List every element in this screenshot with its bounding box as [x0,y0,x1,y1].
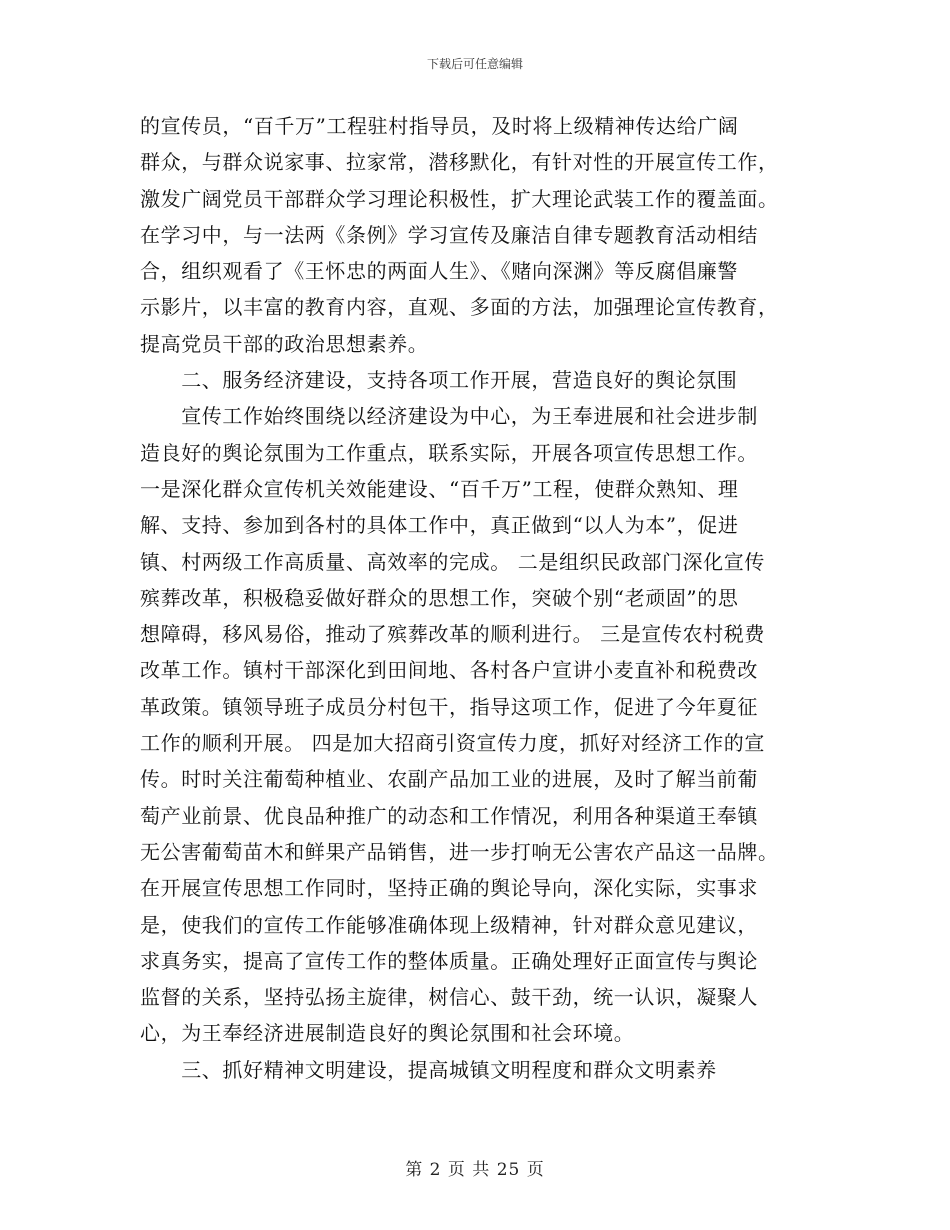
text-line: 镇、村两级工作高质量、高效率的完成。 二是组织民政部门深化宣传 [140,549,765,574]
section-heading: 二、服务经济建设，支持各项工作开展，营造良好的舆论氛围 [140,368,738,393]
text-line: 激发广阔党员干部群众学习理论积极性，扩大理论武装工作的覆盖面。 [140,186,779,211]
text-line: 心，为王奉经济进展制造良好的舆论氛围和社会环境。 [140,1021,635,1046]
text-line: 的宣传员，“百千万”工程驻村指导员，及时将上级精神传达给广阔 [140,114,739,138]
text-line: 提高党员干部的政治思想素养。 [140,331,429,356]
text-line: 群众，与群众说家事、拉家常，潜移默化，有针对性的开展宣传工作， [140,150,779,175]
text-line: 一是深化群众宣传机关效能建设、“百千万”工程，使群众熟知、理 [140,476,739,501]
text-line: 示影片，以丰富的教育内容，直观、多面的方法，加强理论宣传教育， [140,295,779,320]
document-body [140,108,810,1088]
text-line: 萄产业前景、优良品种推广的动态和工作情况，利用各种渠道王奉镇 [140,803,758,828]
text-line: 合，组织观看了《王怀忠的两面人生》、《赌向深渊》等反腐倡廉警 [140,259,738,284]
section-heading: 三、抓好精神文明建设，提高城镇文明程度和群众文明素养 [140,1057,717,1082]
text-line: 造良好的舆论氛围为工作重点，联系实际，开展各项宣传思想工作。 [140,440,758,465]
text-line: 在开展宣传思想工作同时，坚持正确的舆论导向，深化实际，实事求 [140,876,758,901]
text-line: 传。时时关注葡萄种植业、农副产品加工业的进展，及时了解当前葡 [140,767,758,792]
text-line: 解、支持、参加到各村的具体工作中，真正做到“以人为本”，促进 [140,513,739,538]
text-line: 宣传工作始终围绕以经济建设为中心，为王奉进展和社会进步制 [140,404,758,429]
text-line: 改革工作。镇村干部深化到田间地、各村各户宣讲小麦直补和税费改 [140,658,758,683]
text-line: 在学习中，与一法两《条例》学习宣传及廉洁自律专题教育活动相结 [140,222,758,247]
text-line: 殡葬改革，积极稳妥做好群众的思想工作，突破个别“老顽固”的思 [140,585,739,610]
text-line: 想障碍，移风易俗，推动了殡葬改革的顺利进行。 三是宣传农村税费 [140,622,765,647]
page-header-note: 下载后可任意编辑 [426,57,523,71]
page-number: 第 2 页 共 25 页 [405,1160,545,1180]
text-line: 是，使我们的宣传工作能够准确体现上级精神，针对群众意见建议， [140,912,758,937]
text-line: 监督的关系，坚持弘扬主旋律，树信心、鼓干劲，统一认识，凝聚人 [140,985,758,1010]
text-line: 革政策。镇领导班子成员分村包干，指导这项工作，促进了今年夏征 [140,694,758,719]
text-line: 求真务实，提高了宣传工作的整体质量。正确处理好正面宣传与舆论 [140,948,758,973]
text-line: 工作的顺利开展。 四是加大招商引资宣传力度，抓好对经济工作的宣 [140,731,765,756]
text-line: 无公害葡萄苗木和鲜果产品销售，进一步打响无公害农产品这一品牌。 [140,839,779,864]
